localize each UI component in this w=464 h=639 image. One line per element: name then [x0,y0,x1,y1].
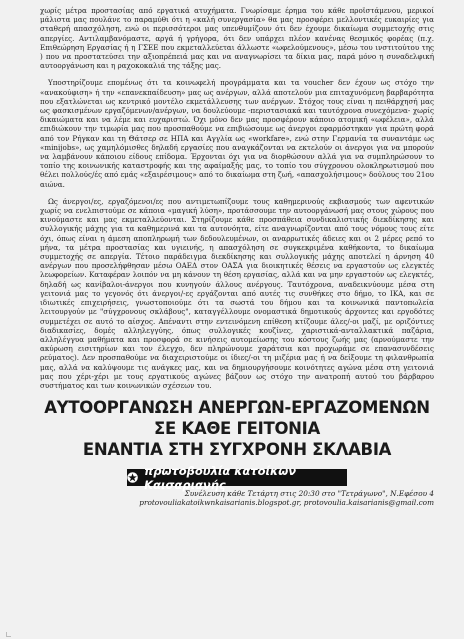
contact-info: protovouliakatoikwnkaisarianis.blogspot.gr, protovoulia.kaisarianis@gmail.com [139,498,434,508]
footer [40,489,434,508]
banner-text: πρωτοβουλία κατοίκων Καισαριανής [144,463,297,492]
headline-line-3: ΕΝΑΝΤΙΑ ΣΤΗ ΣΥΓΧΡΟΝΗ ΣΚΛΑΒΙΑ [82,440,392,460]
meeting-info: Συνέλευση κάθε Τετάρτη στις 20:30 στο "Τετράγωνο", Ν.Εφέσου 4 [184,489,434,499]
paragraph-3: Ως άνεργοι/ες, εργαζόμενοι/ες που αντιμετωπίζουμε τους καθημερινούς εκβιασμούς των αφεντικών χωρίς να ενελπιστούμε σε κάποια «μαγική λύση», προτάσσουμε την αυτοοργάνωσή μας στους χώρους που κινούμαστε και μας εκμεταλλεύονται. Στηρίζουμε κάθε προσπάθεια συνδικαλιστικής διεκδίκησης και συλλογικής μάχης για τα καθημερινά και τα αυτονόητα, είτε αναγνωρίζονται από τους νόμους τους είτε όχι, όπως είναι η άμεση αποπληρωμή των δεδουλευμένων, οι αναρρωτικές άδειες και οι 2 μέρες ρεπό το μήνα, τα μέτρα προστασίας και υγιεινής, η απασχόληση σε συγκεκριμένα καθήκοντα, το δικαίωμα συμμετοχής σε απεργία. Τέτοιο παράδειγμα διεκδίκησης και συλλογικής μάχης αποτελεί η άρνηση 40 ανέργων που προσελήφθησαν μέσω ΟΑΕΔ στον ΟΑΣΑ για διοικητικές θέσεις να εργαστούν ως ελεγκτές λεωφορείων. Καταφέραν λοιπόν να μη κάνουν τη θέση εργασίας, αλλά και να μην εργαστούν ως ελεγκτές, δηλαδή ως κανίβαλοι-άνεργοι που κυνηγούν άλλους ανέργους. Ταυτόχρονα, αναδεικνύουμε μέσα στη γειτονιά μας το γεγονός ότι άνεργοι/-ες εργάζονται από αυτές τις συνθήκες στο δήμο, το ΙΚΑ, και σε ιδιωτικές επιχειρήσεις, γνωστοποιούμε ότι τα σωστά του δήμου και τα κοινωνικά παντοπωλεία λειτουργούν με "σύγχρονους σκλάβους", καταγγέλλουμε ονομαστικά δημοτικούς άρχοντες και εργοδότες συμμετέχει σε αυτό το αίσχος. Απέναντι στην εντεινόμενη επίθεση κτίζουμε άλες/-οι μαζί, με οριζόντιες διαδικασίες, δομές αλληλεγγύης, όπως συλλογικές κουζίνες, χαριστικά-ανταλλακτικά παζάρια, αλληλέγγυα μαθήματα και προσφορά σε κινήσεις αυτομείωσης του κόστους ζωής μας (αρνούμαστε την ακύρωση εισιτηρίων και τον έλεγχο, δεν πληρώνουμε χαράτσια και προχωράμε σε επανασυνδέσεις ρεύματος). Δεν προσπαθούμε να διαχειριστούμε οι ίδιες/-οι τη μιζέρια μας ή να δείξουμε τη φιλανθρωπία μας, αλλά να καλύψουμε τις ανάγκες μας, και να δημιουργήσουμε κοινότητες αγώνα μέσα στη γειτονιά μας που χέρι-χέρι με τους εργατικούς αγώνες βάζουν ως στόχο την ανατροπή αυτού του βάρβαρου συστήματος και των κοινωνικών σχέσεων του. [40,196,434,390]
paragraph-2: Υποστηρίζουμε επομένως ότι τα κοινωφελή προγράμματα και τα voucher δεν έχουν ως στόχο την «ανακούφιση» ή την «επανεκπαίδευση» μας ως ανέργων, αλλά αποτελούν μια επιταχυνόμενη βαρβαρότητα που εξατλώνεται ως κεντρικό μοντέλο εκμετάλλευσης των ανέργων. Στόχος τους είναι η πειθάρχησή μας ως φασκισμένων εργαζόμενων/ανέργων, να δουλεύουμε -περιστασιακά και ταυτόχρονα συνεχόμενα- χωρίς δικαιώματα και να λέμε και ευχαριστώ. Όχι μόνο δεν μας προσφέρουν κάποιο ατομική «ωφέλεια», αλλά επιδιώκουν την τιμωρία μας που προσπαθούμε να επιβιώσουμε ως άνεργοι εφαρμόστηκαν για πρώτη φορά από τον Ρήγκαν και τη Θάτσερ σε ΗΠΑ και Αγγλία ως «workfare», ενώ στην Γερμανία τα συναντάμε ως «minijobs», ως χαμηλόμισθες δηλαδή εργασίες που αναγκάζονται να εκτελούν οι άνεργοι για να μπορούν να λαμβάνουν κάποιου είδους επίδομα. Έρχονται όχι για να διορθώσουν αλλά για να συμπληρώσουν το τοπίο της κοινωνικής καταστροφής και της αφαίμαξής μας, το τοπίο του σύγχρονου ολοκληρωτισμού που θέλει πολλούς/ές από εμάς «εξαιρέσιμους» από το δικαίωμα στη ζωή, «απασχολήσιμους» δούλους του 21ου αιώνα. [40,78,434,189]
corner-mark [6,632,11,637]
group-banner [127,463,347,492]
leaflet-page [40,6,434,633]
headline-line-2: ΣΕ ΚΑΘΕ ΓΕΙΤΟΝΙΑ [153,419,320,439]
headline-line-1: ΑΥΤΟΟΡΓΑΝΩΣΗ ΑΝΕΡΓΩΝ-ΕΡΓΑΖΟΜΕΝΩΝ [44,398,430,418]
star-icon [127,471,138,484]
paragraph-1: χωρίς μέτρα προστασίας από εργατικά ατυχήματα. Γνωρίσαμε έρημα του κάθε προϊστάμενου, μερικοί μάλιστα μας πουλάνε το παραμύθι ότι η «καλή συνεργασία» θα μας προσφέρει μελλοντικές ευκαιρίες για σταθερή απασχόληση, ενώ οι περισσότεροι μας υπενθυμίζουν ότι δεν έχουμε δικαίωμα συμμετοχής στις απεργίες. Αντιλαμβανόμαστε, αργά ή γρήγορα, ότι δεν υπάρχει πλέον κανένας θεσμικός φορέας (π.χ. Επιθεώρηση Εργασίας ή η ΓΣΕΕ που εκμεταλλεύεται άλλωστε «ωφελούμενους», μέσω του ινστιτούτου της ) που να προστατεύσει την αξιοπρέπειά μας και να αναγνωρίσει τα δίκια μας, παρά μόνο η συναδελφική αυτοοργάνωση και η ραχοκοκαλιά της τάξης μας. [40,6,434,71]
